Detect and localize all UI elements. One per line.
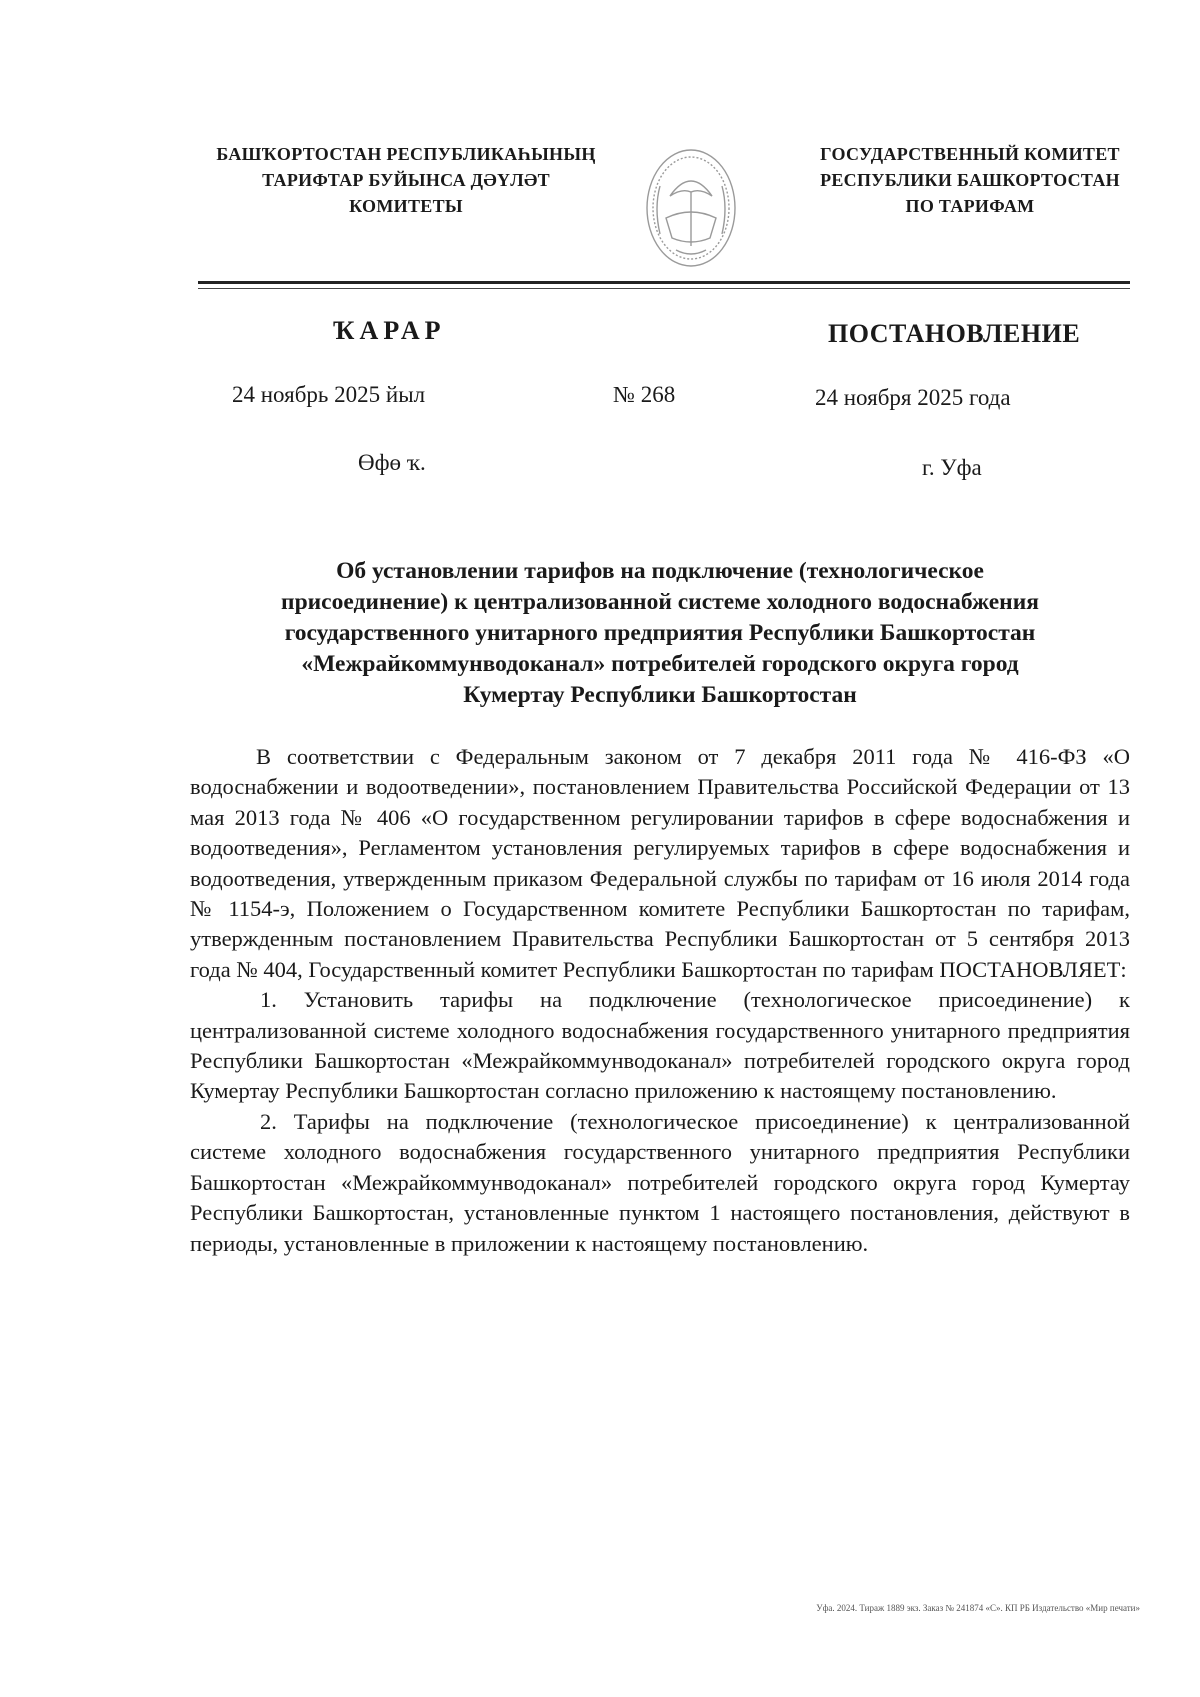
header-left-line: ТАРИФТАР БУЙЫНСА ДӘҮЛӘТ: [262, 170, 550, 190]
print-footer: Уфа. 2024. Тираж 1889 экз. Заказ № 241874 «С». КП РБ Издательство «Мир печати»: [816, 1603, 1140, 1613]
coat-of-arms-emblem: [640, 146, 742, 274]
header-right-block: [790, 141, 1150, 219]
doc-type-bashkir: ҠАРАР: [333, 316, 446, 345]
clause-2-paragraph: 2. Тарифы на подключение (технологическое присоединение) к централизованной системе холодного водоснабжения государственного унитарного предприятия Республики Башкортостан «Межрайкоммунводоканал» потребителей городского округа город Кумертау Республики Башкортостан, установленные пунктом 1 настоящего постановления, действуют в периоды, установленные в приложении к настоящему постановлению.: [190, 1108, 1130, 1256]
title-line: государственного унитарного предприятия Республики Башкортостан: [284, 620, 1036, 646]
doc-type-russian: ПОСТАНОВЛЕНИЕ: [828, 319, 1081, 348]
preamble-paragraph: В соответствии с Федеральным законом от 7 декабря 2011 года № 416-ФЗ «О водоснабжении и водоотведении», постановлением Правительства Российской Федерации от 13 мая 2013 года № 406 «О государственном регулировании тарифов в сфере водоснабжения и водоотведения», Регламентом установления регулируемых тарифов в сфере водоснабжения и водоотведения, утвержденным приказом Федеральной службы по тарифам от 16 июля 2014 года № 1154-э, Положением о Государственном комитете Республики Башкортостан по тарифам, утвержденным постановлением Правительства Республики Башкортостан от 5 сентября 2013 года № 404, Государственный комитет Республики Башкортостан по тарифам ПОСТАНОВЛЯЕТ:: [190, 744, 1130, 982]
header-left-line: БАШҠОРТОСТАН РЕСПУБЛИКАҺЫНЫҢ: [216, 144, 596, 164]
date-russian: 24 ноября 2025 года: [815, 385, 1011, 410]
header-left-block: [196, 141, 616, 219]
header-right-line: РЕСПУБЛИКИ БАШКОРТОСТАН: [820, 170, 1120, 190]
title-line: Об установлении тарифов на подключение (технологическое: [336, 558, 984, 584]
document-body: [190, 742, 1130, 1259]
title-line: «Межрайкоммунводоканал» потребителей городского округа город: [301, 651, 1019, 677]
header-right-line: ГОСУДАРСТВЕННЫЙ КОМИТЕТ: [820, 144, 1120, 164]
document-number: № 268: [613, 382, 676, 407]
header-left-line: КОМИТЕТЫ: [349, 196, 463, 216]
city-bashkir: Өфө ҡ.: [358, 450, 426, 475]
header-divider-thick: [198, 281, 1130, 284]
header-right-line: ПО ТАРИФАМ: [905, 196, 1035, 216]
title-line: Кумертау Республики Башкортостан: [463, 682, 857, 708]
date-bashkir: 24 ноябрь 2025 йыл: [232, 382, 426, 407]
city-russian: г. Уфа: [922, 455, 982, 480]
clause-1-paragraph: 1. Установить тарифы на подключение (технологическое присоединение) к централизованной системе холодного водоснабжения государственного унитарного предприятия Республики Башкортостан «Межрайкоммунводоканал» потребителей городского округа город Кумертау Республики Башкортостан согласно приложению к настоящему постановлению.: [190, 987, 1130, 1104]
header-divider-thin: [198, 288, 1130, 289]
document-title: [190, 556, 1130, 711]
title-line: присоединение) к централизованной системе холодного водоснабжения: [281, 589, 1039, 615]
